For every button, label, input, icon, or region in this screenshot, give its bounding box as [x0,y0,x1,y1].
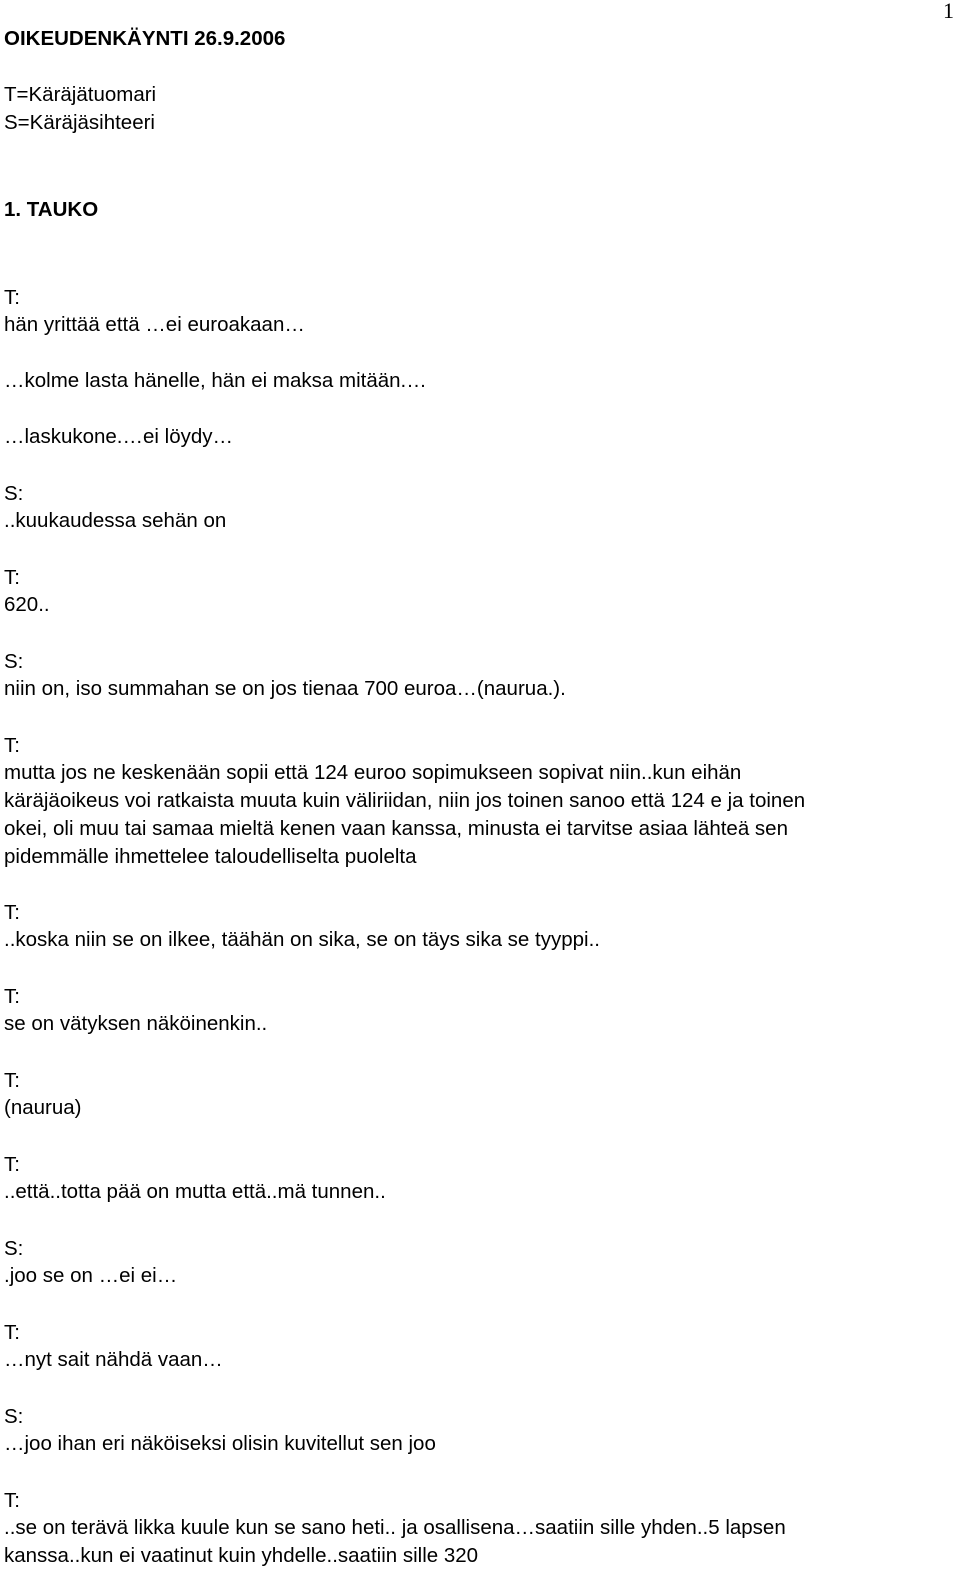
utterance-line: niin on, iso summahan se on jos tienaa 700 euroa…(naurua.). [4,677,566,700]
speaker-label: T: [4,1153,20,1176]
speaker-label: T: [4,1321,20,1344]
utterance-line: kanssa..kun ei vaatinut kuin yhdelle..saatiin sille 320 [4,1544,479,1567]
speaker-label: T: [4,901,20,924]
speaker-label: T: [4,1069,20,1092]
utterance-line: …joo ihan eri näköiseksi olisin kuvitellut sen joo [4,1432,436,1455]
utterance-line: .joo se on …ei ei… [4,1264,178,1287]
utterance-line: ..se on terävä likka kuule kun se sano heti.. ja osallisena…saatiin sille yhden..5 lapsen [4,1516,786,1539]
document-title: OIKEUDENKÄYNTI 26.9.2006 [4,27,286,50]
speaker-label: S: [4,482,24,505]
utterance-line: 620.. [4,593,50,616]
utterance-line: hän yrittää että …ei euroakaan… [4,313,305,336]
utterance-line: …kolme lasta hänelle, hän ei maksa mitään.… [4,369,427,392]
utterance-line: se on vätyksen näköinenkin.. [4,1012,268,1035]
utterance-line: …nyt sait nähdä vaan… [4,1348,223,1371]
speaker-label: T: [4,566,20,589]
utterance-line: ..kuukaudessa sehän on [4,509,227,532]
speaker-label: S: [4,650,24,673]
utterance-line: …laskukone.…ei löydy… [4,425,234,448]
page-number: 1 [943,0,954,23]
utterance-line: okei, oli muu tai samaa mieltä kenen vaan kanssa, minusta ei tarvitse asiaa lähteä sen [4,817,788,840]
speaker-label: T: [4,286,20,309]
speaker-label: S: [4,1405,24,1428]
utterance-line: ..koska niin se on ilkee, täähän on sika, se on täys sika se tyyppi.. [4,928,600,951]
utterance-line: mutta jos ne keskenään sopii että 124 euroo sopimukseen sopivat niin..kun eihän [4,761,742,784]
utterance-line: (naurua) [4,1096,82,1119]
speaker-label: T: [4,1489,20,1512]
utterance-paragraph [4,1514,956,1570]
speaker-label: T: [4,734,20,757]
speaker-label: S: [4,1237,24,1260]
utterance-line: ..että..totta pää on mutta että..mä tunnen.. [4,1180,386,1203]
speaker-label: T: [4,985,20,1008]
utterance-line: käräjäoikeus voi ratkaista muuta kuin väliriidan, niin jos toinen sanoo että 124 e ja toinen [4,789,806,812]
utterance-paragraph [4,759,956,871]
utterance-line: pidemmälle ihmettelee taloudelliselta puolelta [4,845,417,868]
legend-secretary: S=Käräjäsihteeri [4,111,155,134]
section-heading: 1. TAUKO [4,198,99,221]
legend-judge: T=Käräjätuomari [4,83,157,106]
